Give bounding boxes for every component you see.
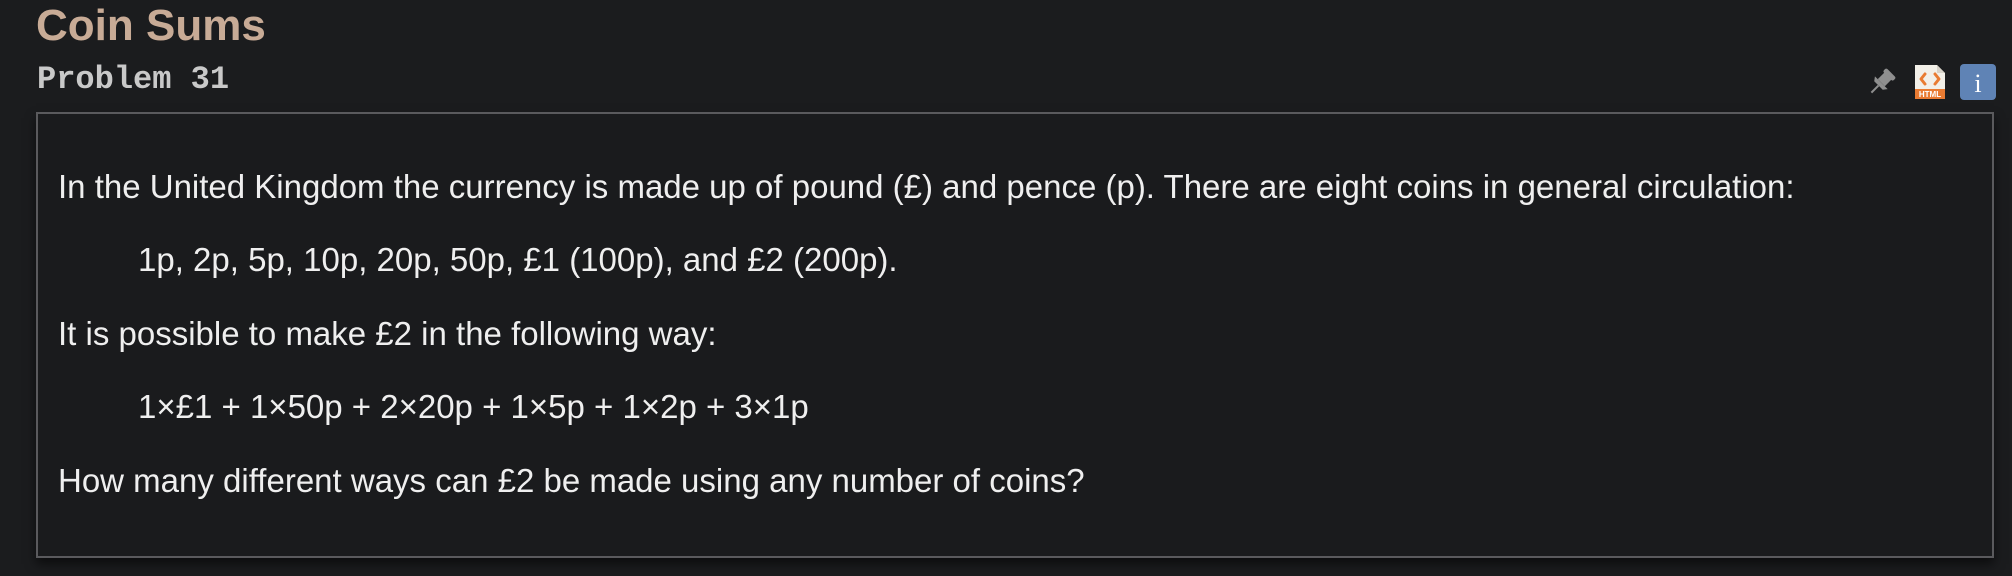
coin-list: 1p, 2p, 5p, 10p, 20p, 50p, £1 (100p), and £2 (200p). (138, 241, 898, 278)
problem-number: Problem 31 (37, 61, 230, 98)
problem-toolbar (1863, 61, 1997, 103)
page-title: Coin Sums (36, 1, 266, 50)
problem-content (36, 112, 1994, 558)
problem-paragraph-intro: In the United Kingdom the currency is made up of pound (£) and pence (p). There are eight coins in general circulation: (58, 168, 1795, 205)
pin-button[interactable] (1863, 63, 1901, 101)
html-icon-label: HTML (1918, 90, 1942, 99)
html-view-button[interactable] (1911, 63, 1949, 101)
html-file-icon (1913, 63, 1947, 101)
info-button[interactable] (1959, 63, 1997, 101)
problem-paragraph-example: It is possible to make £2 in the following way: (58, 315, 717, 352)
coin-combination-example: 1×£1 + 1×50p + 2×20p + 1×5p + 1×2p + 3×1p (138, 388, 809, 425)
problem-question: How many different ways can £2 be made using any number of coins? (58, 462, 1085, 499)
info-icon-label: i (1974, 69, 1982, 98)
pin-icon (1864, 64, 1900, 100)
info-icon (1959, 63, 1997, 101)
